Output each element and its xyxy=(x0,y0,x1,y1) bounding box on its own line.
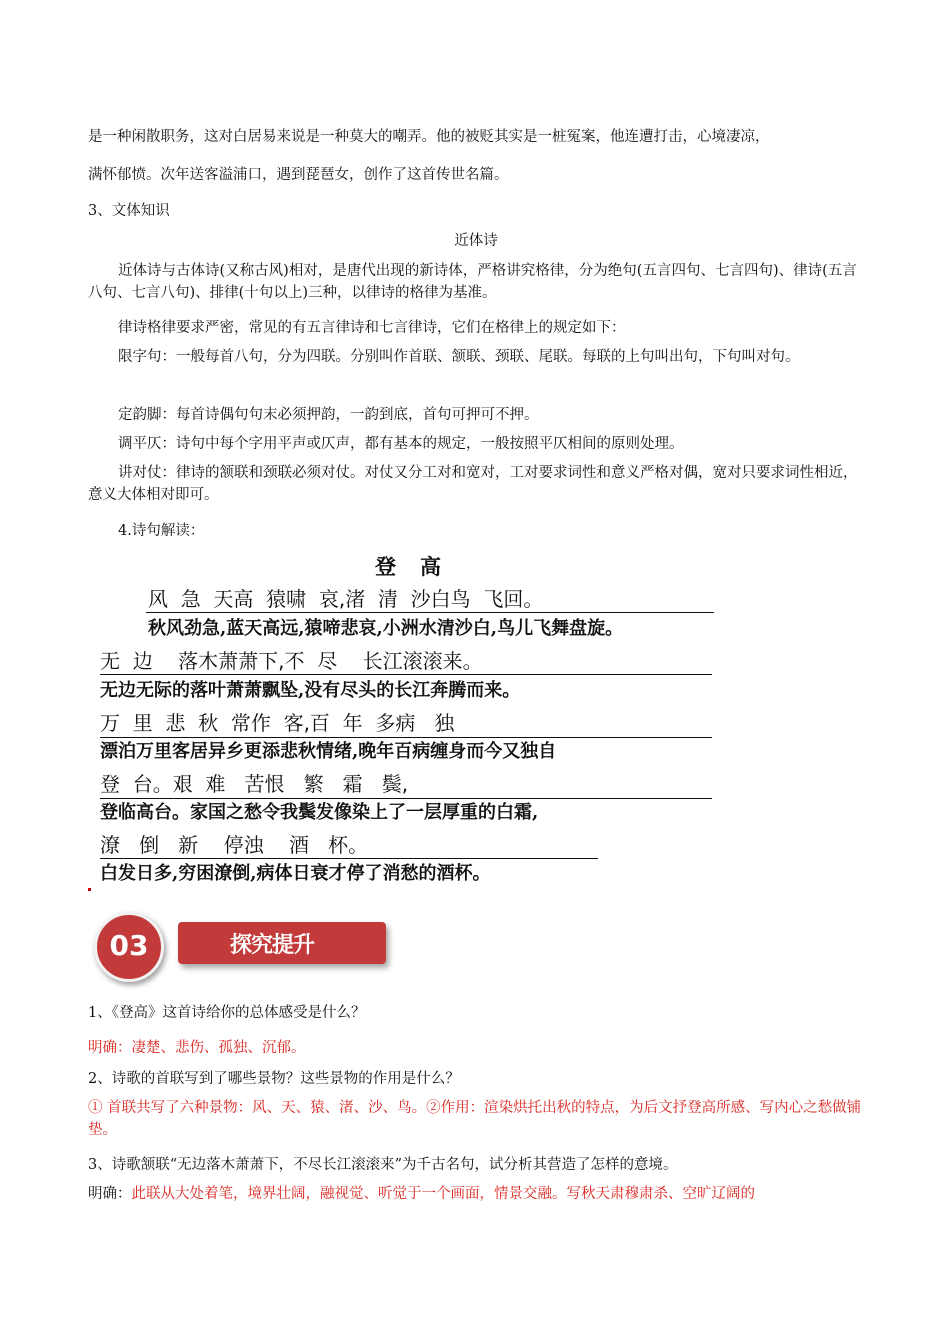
poem-translation-5: 白发日多,穷困潦倒,病体日衰才停了消愁的酒杯。 xyxy=(100,863,491,884)
intro-line-1: 是一种闲散职务，这对白居易来说是一种莫大的嘲弄。他的被贬其实是一桩冤案，他连遭打击，心境凄凉， xyxy=(88,129,770,145)
poem-line-5: 潦 倒 新 停浊 酒 杯。 xyxy=(100,833,369,857)
poem-line-4: 登 台。艰 难 苦恨 繁 霜 鬓, xyxy=(100,772,409,796)
poem-title: 登高 xyxy=(375,555,465,579)
question-3: 3、诗歌颔联“无边落木萧萧下，不尽长江滚滚来”为千古名句，试分析其营造了怎样的意境。 xyxy=(88,1157,678,1173)
poem-line-2: 无 边 落木萧萧下,不 尽 长江滚滚来。 xyxy=(100,649,483,673)
section-3-subtitle: 近体诗 xyxy=(454,233,498,249)
section-3-paragraph-1: 近体诗与古体诗(又称古风)相对，是唐代出现的新诗体，严格讲究格律，分为绝句(五言四句、七言四句)、律诗(五言八句、七言八句)、排律(十句以上)三种，以律诗的格律为基准。 xyxy=(88,263,857,301)
intro-line-2: 满怀郁愤。次年送客溢浦口，遇到琵琶女，创作了这首传世名篇。 xyxy=(88,167,509,183)
poem-translation-4: 登临高台。家国之愁令我鬓发像染上了一层厚重的白霜, xyxy=(100,802,539,823)
section-banner xyxy=(178,922,386,964)
answer-3-label: 明确： xyxy=(88,1186,132,1202)
answer-1: 明确：凄楚、悲伤、孤独、沉郁。 xyxy=(88,1040,306,1056)
section-3-paragraph-3: 限字句：一般每首八句，分为四联。分别叫作首联、颔联、颈联、尾联。每联的上句叫出句，下句叫对句。 xyxy=(118,349,800,365)
section-3-paragraph-4: 定韵脚：每首诗偶句句末必须押韵，一韵到底，首句可押可不押。 xyxy=(118,407,539,423)
section-3-paragraph-2: 律诗格律要求严密，常见的有五言律诗和七言律诗，它们在格律上的规定如下： xyxy=(118,320,626,336)
red-dot-marker xyxy=(88,888,91,891)
poem-line-1: 风 急 天高 猿啸 哀,渚 清 沙白鸟 飞回。 xyxy=(148,587,544,611)
poem-translation-1: 秋风劲急,蓝天高远,猿啼悲哀,小洲水清沙白,鸟儿飞舞盘旋。 xyxy=(148,618,624,639)
poem-line-2-underline xyxy=(100,674,712,675)
section-3-paragraph-6: 讲对仗：律诗的颔联和颈联必须对仗。对仗又分工对和宽对，工对要求词性和意义严格对偶，宽对只要求词性相近，意义大体相对即可。 xyxy=(88,465,858,503)
section-badge xyxy=(92,912,392,978)
poem-line-5-underline xyxy=(100,858,598,859)
section-number: 03 xyxy=(109,929,149,962)
section-banner-label: 探究提升 xyxy=(230,933,315,958)
section-4-heading: 4.诗句解读： xyxy=(118,523,205,539)
poem-line-3-underline xyxy=(100,737,712,738)
poem-line-1-underline xyxy=(146,612,714,613)
poem-line-4-underline xyxy=(100,798,712,799)
poem-line-3: 万 里 悲 秋 常作 客,百 年 多病 独 xyxy=(100,711,455,735)
answer-3-text: 此联从大处着笔，境界壮阔，融视觉、听觉于一个画面，情景交融。写秋天肃穆肃杀、空旷辽阔的 xyxy=(131,1186,755,1202)
poem-translation-3: 漂泊万里客居异乡更添悲秋情绪,晚年百病缠身而今又独自 xyxy=(100,741,557,762)
poem-translation-2: 无边无际的落叶萧萧飘坠,没有尽头的长江奔腾而来。 xyxy=(100,680,521,701)
question-2: 2、诗歌的首联写到了哪些景物？这些景物的作用是什么？ xyxy=(88,1071,460,1087)
section-number-circle xyxy=(94,912,164,982)
section-3-paragraph-5: 调平仄：诗句中每个字用平声或仄声，都有基本的规定，一般按照平仄相间的原则处理。 xyxy=(118,436,684,452)
section-3-heading: 3、文体知识 xyxy=(88,203,170,219)
question-1: 1、《登高》这首诗给你的总体感受是什么？ xyxy=(88,1005,366,1021)
answer-3 xyxy=(88,1183,864,1205)
answer-2: ① 首联共写了六种景物：风、天、猿、渚、沙、鸟。②作用：渲染烘托出秋的特点，为后文抒登高所感、写内心之愁做铺垫。 xyxy=(88,1100,862,1138)
